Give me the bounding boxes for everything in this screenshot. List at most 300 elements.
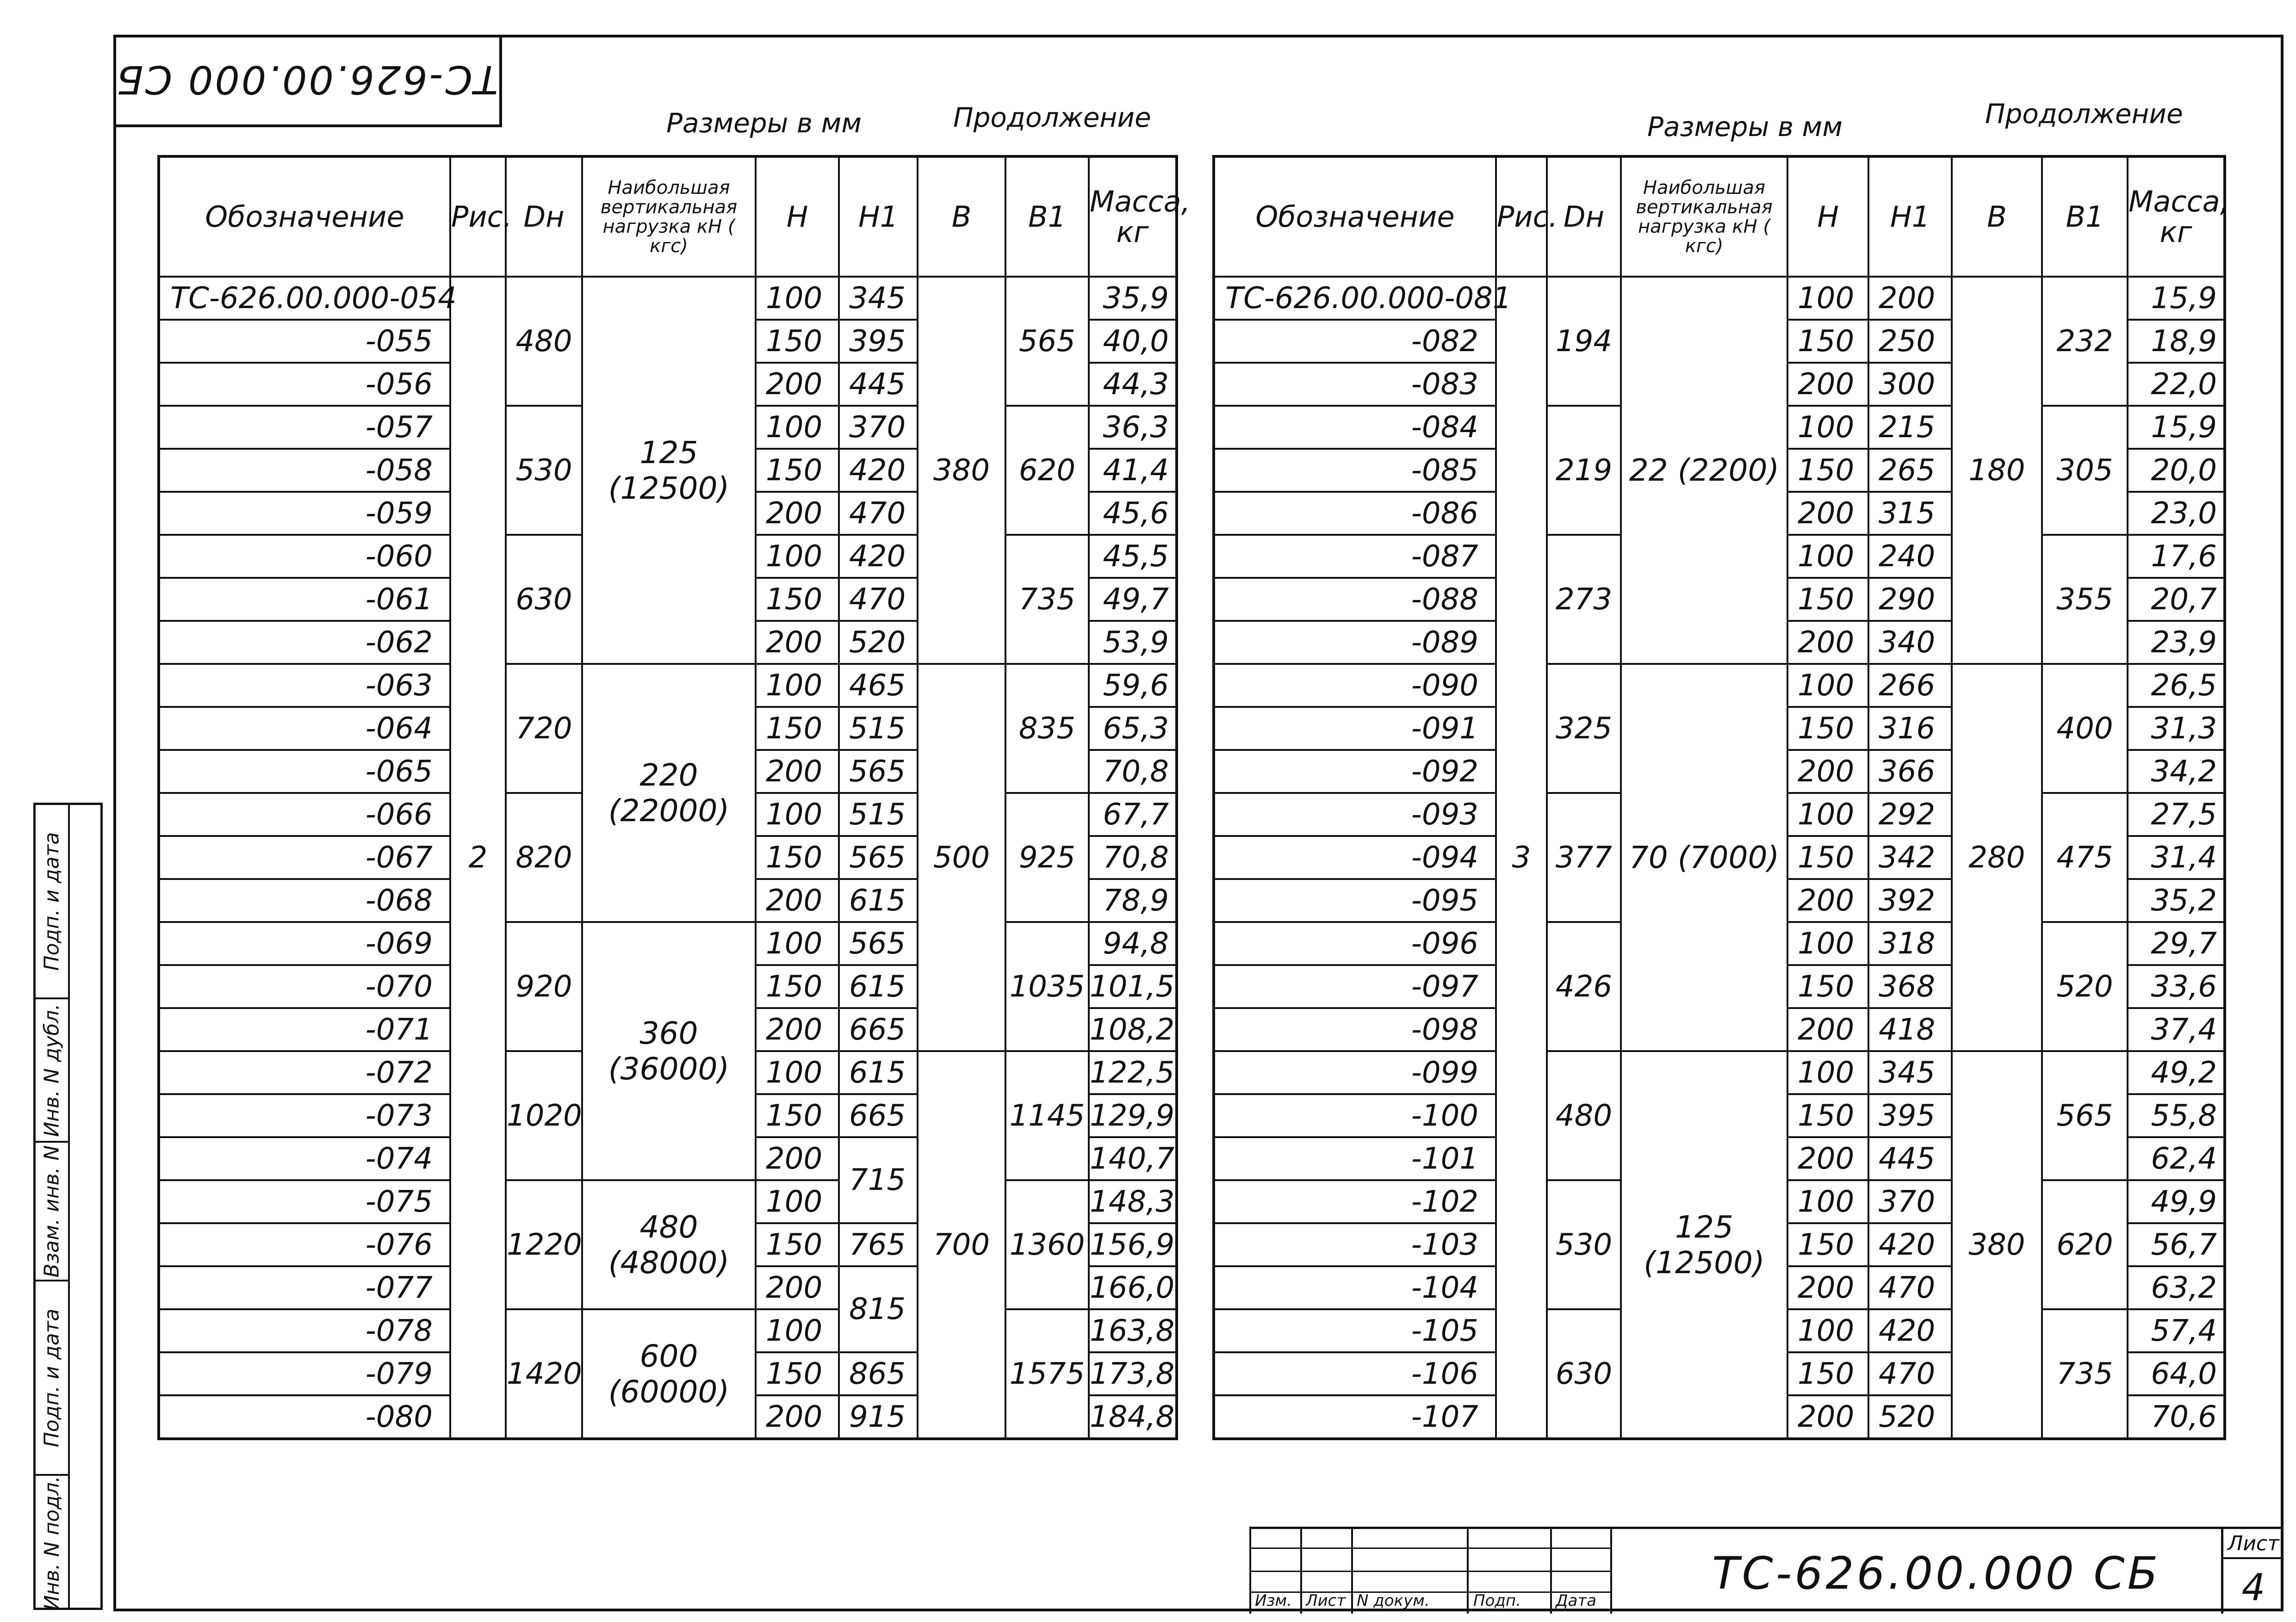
cell-h1: 420 [1868, 1309, 1952, 1352]
cell-load: 600 (60000) [582, 1309, 756, 1439]
cell-h1: 392 [1868, 879, 1952, 922]
cell-designation: -092 [1214, 750, 1496, 793]
cell-h1: 445 [1868, 1137, 1952, 1180]
cell-mass: 36,3 [1089, 406, 1177, 449]
cell-designation: -079 [159, 1352, 450, 1395]
cell-h1: 815 [839, 1266, 918, 1352]
cell-h1: 420 [1868, 1223, 1952, 1266]
cell-h1: 715 [839, 1137, 918, 1223]
cell-b: 380 [1952, 1051, 2042, 1439]
cell-dn: 530 [1547, 1180, 1621, 1309]
cell-h: 150 [756, 707, 839, 750]
cell-dn: 1020 [506, 1051, 582, 1180]
cell-mass: 140,7 [1089, 1137, 1177, 1180]
header-designation: Обозначение [1214, 156, 1496, 277]
side-cell-inv-orig: Инв. N подл. [40, 1475, 64, 1610]
cell-h1: 370 [1868, 1180, 1952, 1223]
header-h1: H1 [1868, 156, 1952, 277]
side-cell-sign-date-2: Подп. и дата [36, 1282, 68, 1476]
cell-load: 125 (12500) [1621, 1051, 1787, 1439]
cell-b1: 565 [1005, 277, 1089, 406]
cell-h: 150 [756, 320, 839, 363]
sheet-label: Лист [2223, 1532, 2284, 1559]
cell-h: 150 [1787, 1094, 1868, 1137]
cell-mass: 59,6 [1089, 664, 1177, 707]
cell-h: 150 [1787, 707, 1868, 750]
cell-designation: -097 [1214, 965, 1496, 1008]
cell-mass: 57,4 [2128, 1309, 2225, 1352]
cell-designation: -103 [1214, 1223, 1496, 1266]
cell-h: 100 [1787, 1309, 1868, 1352]
cell-h1: 345 [839, 277, 918, 320]
cell-load: 70 (7000) [1621, 664, 1787, 1051]
cell-mass: 70,8 [1089, 750, 1177, 793]
cell-dn: 630 [1547, 1309, 1621, 1439]
cell-h1: 615 [839, 965, 918, 1008]
cell-h: 100 [756, 406, 839, 449]
cell-b1: 620 [1005, 406, 1089, 535]
cell-h: 150 [756, 1094, 839, 1137]
header-mass: Масса, кг [2128, 156, 2225, 277]
cell-fig: 3 [1496, 277, 1547, 1439]
cell-b1: 355 [2042, 535, 2128, 664]
table-row [1214, 277, 2225, 320]
cell-mass: 129,9 [1089, 1094, 1177, 1137]
cell-h: 150 [756, 449, 839, 492]
cell-h1: 342 [1868, 836, 1952, 879]
cell-h1: 200 [1868, 277, 1952, 320]
cell-dn: 426 [1547, 922, 1621, 1051]
cell-h1: 615 [839, 1051, 918, 1094]
cell-dn: 530 [506, 406, 582, 535]
cell-h: 200 [756, 1395, 839, 1439]
table-row [1214, 664, 2225, 707]
cell-designation: -085 [1214, 449, 1496, 492]
header-b1: B1 [2042, 156, 2128, 277]
header-load: Наибольшая вертикальная нагрузка кН ( кгс) [1621, 156, 1787, 277]
cell-h: 200 [1787, 879, 1868, 922]
table-row [1214, 1051, 2225, 1094]
cell-h1: 368 [1868, 965, 1952, 1008]
cell-h: 200 [1787, 363, 1868, 406]
cell-b1: 232 [2042, 277, 2128, 406]
cell-mass: 20,0 [2128, 449, 2225, 492]
cell-h1: 420 [839, 449, 918, 492]
cell-h: 150 [1787, 1223, 1868, 1266]
cell-dn: 273 [1547, 535, 1621, 664]
cell-dn: 920 [506, 922, 582, 1051]
cell-h: 200 [1787, 492, 1868, 535]
cell-mass: 15,9 [2128, 406, 2225, 449]
cell-h: 150 [1787, 836, 1868, 879]
right-spec-table [1212, 155, 2229, 1440]
cell-h1: 565 [839, 922, 918, 965]
cell-designation: -074 [159, 1137, 450, 1180]
cell-h1: 915 [839, 1395, 918, 1439]
header-h1: H1 [839, 156, 918, 277]
side-cell-replace-inv: Взам. инв. N [36, 1143, 68, 1282]
cell-h1: 465 [839, 664, 918, 707]
cell-load: 220 (22000) [582, 664, 756, 922]
cell-dn: 194 [1547, 277, 1621, 406]
cell-h: 100 [1787, 1180, 1868, 1223]
cell-h1: 665 [839, 1094, 918, 1137]
cell-dn: 1420 [506, 1309, 582, 1439]
cell-h1: 300 [1868, 363, 1952, 406]
cell-h1: 565 [839, 836, 918, 879]
cell-dn: 325 [1547, 664, 1621, 793]
cell-designation: -063 [159, 664, 450, 707]
cell-mass: 31,4 [2128, 836, 2225, 879]
cell-h: 100 [756, 922, 839, 965]
cell-dn: 219 [1547, 406, 1621, 535]
label-sheet: Лист [1306, 1591, 1346, 1610]
cell-designation: -102 [1214, 1180, 1496, 1223]
cell-designation: -057 [159, 406, 450, 449]
cell-h: 100 [756, 1051, 839, 1094]
sheet-number: 4 [2241, 1566, 2265, 1609]
cell-designation: -098 [1214, 1008, 1496, 1051]
cell-h1: 395 [1868, 1094, 1952, 1137]
cell-designation: -076 [159, 1223, 450, 1266]
cell-h: 200 [756, 363, 839, 406]
cell-h1: 395 [839, 320, 918, 363]
header-load: Наибольшая вертикальная нагрузка кН ( кгс) [582, 156, 756, 277]
cell-b: 500 [918, 664, 1005, 1051]
cell-designation: -055 [159, 320, 450, 363]
cell-mass: 33,6 [2128, 965, 2225, 1008]
cell-h1: 316 [1868, 707, 1952, 750]
cell-h1: 318 [1868, 922, 1952, 965]
cell-mass: 31,3 [2128, 707, 2225, 750]
cell-designation: -056 [159, 363, 450, 406]
cell-designation: -090 [1214, 664, 1496, 707]
cell-designation: -086 [1214, 492, 1496, 535]
cell-h1: 665 [839, 1008, 918, 1051]
cell-h1: 240 [1868, 535, 1952, 578]
cell-designation: -059 [159, 492, 450, 535]
cell-b1: 305 [2042, 406, 2128, 535]
title-block-code: ТС-626.00.000 СБ [1712, 1548, 2161, 1599]
cell-designation: -082 [1214, 320, 1496, 363]
cell-h: 200 [1787, 1137, 1868, 1180]
cell-h1: 215 [1868, 406, 1952, 449]
cell-designation: -089 [1214, 621, 1496, 664]
cell-mass: 101,5 [1089, 965, 1177, 1008]
cell-mass: 45,5 [1089, 535, 1177, 578]
cell-h: 200 [756, 750, 839, 793]
cell-designation: -088 [1214, 578, 1496, 621]
cell-mass: 22,0 [2128, 363, 2225, 406]
cell-designation: -093 [1214, 793, 1496, 836]
revision-grid [1249, 1529, 1610, 1614]
cell-designation: -073 [159, 1094, 450, 1137]
cell-h1: 345 [1868, 1051, 1952, 1094]
cell-b1: 520 [2042, 922, 2128, 1051]
header-b: B [1952, 156, 2042, 277]
cell-h: 200 [756, 1008, 839, 1051]
cell-fig: 2 [450, 277, 506, 1439]
side-cell-sign-date-1: Подп. и дата [36, 805, 68, 999]
cell-mass: 163,8 [1089, 1309, 1177, 1352]
cell-mass: 15,9 [2128, 277, 2225, 320]
cell-h: 150 [1787, 965, 1868, 1008]
left-caption-continuation: Продолжение [953, 102, 1151, 133]
cell-mass: 40,0 [1089, 320, 1177, 363]
cell-mass: 17,6 [2128, 535, 2225, 578]
cell-designation: -058 [159, 449, 450, 492]
cell-b1: 1035 [1005, 922, 1089, 1051]
cell-designation: -061 [159, 578, 450, 621]
cell-h1: 515 [839, 707, 918, 750]
cell-b1: 1145 [1005, 1051, 1089, 1180]
cell-h1: 865 [839, 1352, 918, 1395]
cell-b1: 735 [1005, 535, 1089, 664]
cell-h: 100 [756, 793, 839, 836]
cell-h: 100 [756, 1180, 839, 1223]
cell-h: 100 [1787, 535, 1868, 578]
cell-mass: 35,2 [2128, 879, 2225, 922]
cell-dn: 480 [1547, 1051, 1621, 1180]
cell-designation: -068 [159, 879, 450, 922]
cell-h: 100 [756, 277, 839, 320]
cell-h: 200 [1787, 621, 1868, 664]
cell-designation: -084 [1214, 406, 1496, 449]
cell-mass: 23,9 [2128, 621, 2225, 664]
cell-b1: 565 [2042, 1051, 2128, 1180]
table-row [159, 277, 1177, 320]
cell-designation: -071 [159, 1008, 450, 1051]
cell-dn: 820 [506, 793, 582, 922]
side-stamp-strip [33, 803, 103, 1610]
cell-h: 200 [756, 621, 839, 664]
cell-h1: 520 [1868, 1395, 1952, 1439]
cell-designation: -060 [159, 535, 450, 578]
cell-h1: 470 [839, 492, 918, 535]
cell-mass: 34,2 [2128, 750, 2225, 793]
cell-h: 100 [756, 664, 839, 707]
header-designation: Обозначение [159, 156, 450, 277]
cell-dn: 480 [506, 277, 582, 406]
cell-mass: 78,9 [1089, 879, 1177, 922]
cell-mass: 20,7 [2128, 578, 2225, 621]
cell-h: 100 [1787, 793, 1868, 836]
cell-designation: -066 [159, 793, 450, 836]
header-h: H [1787, 156, 1868, 277]
cell-designation: -072 [159, 1051, 450, 1094]
cell-mass: 173,8 [1089, 1352, 1177, 1395]
right-caption-sizes: Размеры в мм [1647, 111, 1843, 142]
label-date: Дата [1556, 1591, 1597, 1610]
left-spec-table [157, 155, 1191, 1440]
cell-h1: 470 [1868, 1266, 1952, 1309]
cell-mass: 55,8 [2128, 1094, 2225, 1137]
table-row [159, 1180, 1177, 1223]
cell-b: 180 [1952, 277, 2042, 664]
cell-dn: 1220 [506, 1180, 582, 1309]
cell-mass: 26,5 [2128, 664, 2225, 707]
cell-mass: 184,8 [1089, 1395, 1177, 1439]
cell-mass: 49,7 [1089, 578, 1177, 621]
cell-load: 360 (36000) [582, 922, 756, 1180]
cell-mass: 35,9 [1089, 277, 1177, 320]
cell-mass: 23,0 [2128, 492, 2225, 535]
cell-h: 200 [756, 492, 839, 535]
cell-h: 150 [756, 1352, 839, 1395]
cell-mass: 45,6 [1089, 492, 1177, 535]
cell-h1: 418 [1868, 1008, 1952, 1051]
cell-designation: -075 [159, 1180, 450, 1223]
cell-designation: -101 [1214, 1137, 1496, 1180]
label-change: Изм. [1255, 1591, 1292, 1610]
rotated-document-code: ТС-626.00.000 СБ [113, 35, 502, 127]
cell-h1: 315 [1868, 492, 1952, 535]
cell-h: 150 [1787, 449, 1868, 492]
cell-designation: -099 [1214, 1051, 1496, 1094]
cell-b1: 835 [1005, 664, 1089, 793]
cell-h: 100 [1787, 277, 1868, 320]
cell-dn: 720 [506, 664, 582, 793]
cell-h: 150 [756, 578, 839, 621]
cell-h1: 615 [839, 879, 918, 922]
cell-h1: 290 [1868, 578, 1952, 621]
cell-h: 150 [1787, 320, 1868, 363]
header-dn: Dн [506, 156, 582, 277]
cell-designation: -065 [159, 750, 450, 793]
cell-designation: -105 [1214, 1309, 1496, 1352]
cell-mass: 166,0 [1089, 1266, 1177, 1309]
cell-mass: 64,0 [2128, 1352, 2225, 1395]
cell-designation: ТС-626.00.000-081 [1214, 277, 1496, 320]
cell-designation: -096 [1214, 922, 1496, 965]
header-b1: B1 [1005, 156, 1089, 277]
cell-mass: 94,8 [1089, 922, 1177, 965]
cell-h: 150 [1787, 1352, 1868, 1395]
cell-h1: 292 [1868, 793, 1952, 836]
cell-mass: 27,5 [2128, 793, 2225, 836]
cell-h: 100 [756, 535, 839, 578]
cell-mass: 44,3 [1089, 363, 1177, 406]
cell-designation: -070 [159, 965, 450, 1008]
cell-mass: 65,3 [1089, 707, 1177, 750]
cell-h1: 470 [1868, 1352, 1952, 1395]
cell-h: 100 [1787, 1051, 1868, 1094]
cell-designation: -078 [159, 1309, 450, 1352]
cell-b: 380 [918, 277, 1005, 664]
table-row [159, 922, 1177, 965]
cell-h1: 470 [839, 578, 918, 621]
cell-h1: 420 [839, 535, 918, 578]
cell-load: 125 (12500) [582, 277, 756, 664]
cell-designation: ТС-626.00.000-054 [159, 277, 450, 320]
cell-designation: -077 [159, 1266, 450, 1309]
sheet-number-box [2221, 1529, 2284, 1614]
cell-h: 100 [1787, 922, 1868, 965]
cell-h: 100 [1787, 664, 1868, 707]
cell-mass: 63,2 [2128, 1266, 2225, 1309]
cell-dn: 377 [1547, 793, 1621, 922]
cell-designation: -080 [159, 1395, 450, 1439]
cell-h1: 250 [1868, 320, 1952, 363]
cell-h1: 265 [1868, 449, 1952, 492]
cell-mass: 29,7 [2128, 922, 2225, 965]
cell-designation: -094 [1214, 836, 1496, 879]
cell-mass: 37,4 [2128, 1008, 2225, 1051]
cell-h: 100 [756, 1309, 839, 1352]
cell-h1: 765 [839, 1223, 918, 1266]
cell-b1: 1360 [1005, 1180, 1089, 1309]
cell-designation: -087 [1214, 535, 1496, 578]
cell-h: 200 [1787, 1008, 1868, 1051]
cell-h1: 445 [839, 363, 918, 406]
cell-h: 150 [1787, 578, 1868, 621]
cell-designation: -106 [1214, 1352, 1496, 1395]
cell-load: 480 (48000) [582, 1180, 756, 1309]
cell-mass: 49,9 [2128, 1180, 2225, 1223]
label-signature: Подп. [1473, 1591, 1521, 1610]
cell-designation: -100 [1214, 1094, 1496, 1137]
right-caption-continuation: Продолжение [1985, 98, 2183, 130]
cell-h: 200 [756, 1266, 839, 1309]
cell-h1: 515 [839, 793, 918, 836]
header-fig: Рис. [450, 156, 506, 277]
cell-mass: 18,9 [2128, 320, 2225, 363]
cell-mass: 49,2 [2128, 1051, 2225, 1094]
title-block [1249, 1527, 2284, 1611]
cell-dn: 630 [506, 535, 582, 664]
cell-b1: 620 [2042, 1180, 2128, 1309]
header-b: B [918, 156, 1005, 277]
cell-mass: 62,4 [2128, 1137, 2225, 1180]
cell-designation: -104 [1214, 1266, 1496, 1309]
label-doc-number: N докум. [1357, 1591, 1430, 1610]
cell-designation: -069 [159, 922, 450, 965]
cell-mass: 156,9 [1089, 1223, 1177, 1266]
cell-mass: 148,3 [1089, 1180, 1177, 1223]
cell-h: 200 [1787, 1266, 1868, 1309]
cell-h: 150 [756, 1223, 839, 1266]
left-caption-sizes: Размеры в мм [666, 107, 862, 139]
cell-b: 700 [918, 1051, 1005, 1439]
cell-b: 280 [1952, 664, 2042, 1051]
cell-h: 100 [1787, 406, 1868, 449]
cell-h1: 565 [839, 750, 918, 793]
cell-designation: -107 [1214, 1395, 1496, 1439]
cell-h1: 366 [1868, 750, 1952, 793]
cell-designation: -067 [159, 836, 450, 879]
cell-h1: 340 [1868, 621, 1952, 664]
cell-h: 200 [756, 879, 839, 922]
header-dn: Dн [1547, 156, 1621, 277]
cell-b1: 925 [1005, 793, 1089, 922]
cell-mass: 70,8 [1089, 836, 1177, 879]
cell-designation: -062 [159, 621, 450, 664]
cell-mass: 67,7 [1089, 793, 1177, 836]
cell-mass: 41,4 [1089, 449, 1177, 492]
header-fig: Рис. [1496, 156, 1547, 277]
cell-h: 200 [1787, 1395, 1868, 1439]
cell-b1: 400 [2042, 664, 2128, 793]
cell-designation: -083 [1214, 363, 1496, 406]
cell-h: 200 [1787, 750, 1868, 793]
header-h: H [756, 156, 839, 277]
cell-h: 150 [756, 965, 839, 1008]
cell-h1: 266 [1868, 664, 1952, 707]
cell-load: 22 (2200) [1621, 277, 1787, 664]
cell-h1: 370 [839, 406, 918, 449]
cell-mass: 70,6 [2128, 1395, 2225, 1439]
cell-mass: 108,2 [1089, 1008, 1177, 1051]
